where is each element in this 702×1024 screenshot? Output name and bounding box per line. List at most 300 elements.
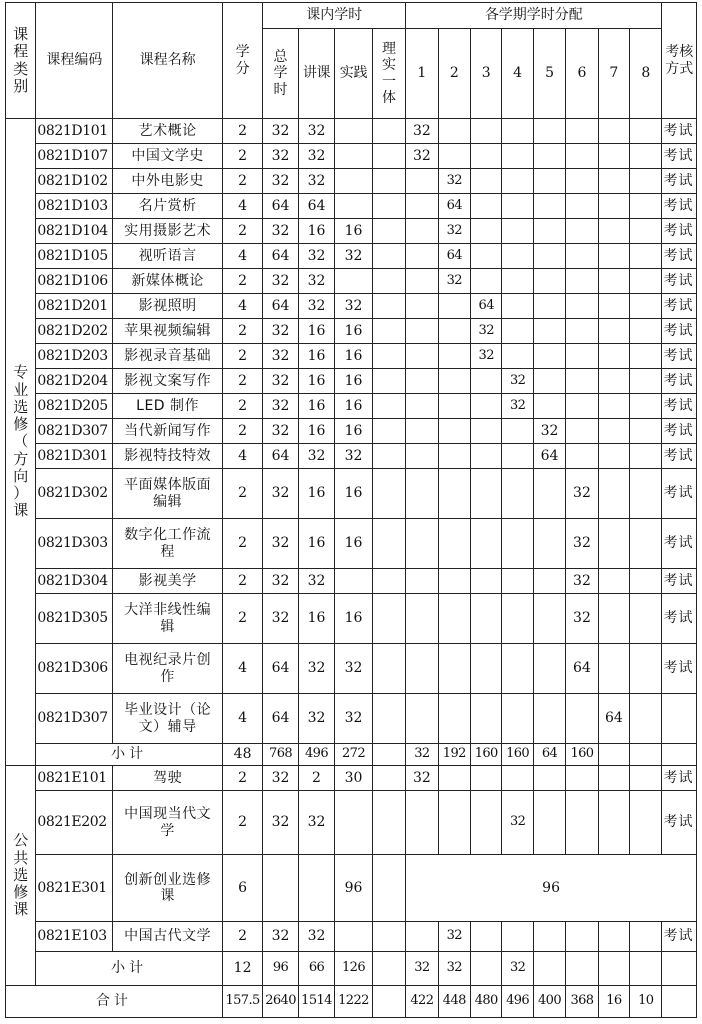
assessment-method: 考试 [662,244,697,269]
table-row [6,766,697,791]
semester-hours [630,394,662,419]
integrated-hours [372,294,405,319]
credit: 2 [222,344,263,369]
course-code: 0821D104 [36,219,113,244]
course-code: 0821D101 [36,119,113,144]
practice-hours: 1222 [335,986,372,1018]
total-hours: 32 [263,319,298,344]
lecture-hours: 32 [298,269,334,294]
integrated-hours [372,119,405,144]
semester-hours [566,319,598,344]
total-hours: 32 [263,119,298,144]
assessment-method: 考试 [662,419,697,444]
semester-hours: 32 [406,952,438,986]
credit: 2 [222,219,263,244]
practice-hours [335,269,372,294]
semester-hours: 32 [502,369,533,394]
lecture-hours: 66 [298,952,334,986]
semester-hours [533,169,565,194]
integrated-hours [372,694,405,744]
table-row [6,922,697,952]
lecture-hours: 32 [298,294,334,319]
assessment-method: 考试 [662,219,697,244]
lecture-hours: 16 [298,394,334,419]
subtotal-row-label: 小计 [36,744,222,766]
course-code: 0821D204 [36,369,113,394]
semester-hours [406,469,438,519]
semester-hours [533,294,565,319]
semester-hours [566,922,598,952]
grand-total-row [6,986,697,1018]
integrated-hours [372,394,405,419]
semester-hours [566,791,598,855]
table-row [6,644,697,694]
practice-hours: 16 [335,469,372,519]
course-name: 艺术概论 [113,119,222,144]
integrated-hours [372,369,405,394]
total-hours: 64 [263,244,298,269]
semester-hours [566,419,598,444]
practice-hours: 32 [335,644,372,694]
semester-hours-merged: 96 [406,855,697,922]
semester-hours [471,269,502,294]
credit: 2 [222,791,263,855]
total-hours: 32 [263,469,298,519]
course-name: 毕业设计（论文）辅导 [113,694,222,744]
practice-hours: 16 [335,594,372,644]
semester-hours [406,344,438,369]
total-hours: 768 [263,744,298,766]
assessment-method: 考试 [662,791,697,855]
semester-hours [630,319,662,344]
lecture-hours: 32 [298,644,334,694]
semester-hours [630,294,662,319]
course-code: 0821D105 [36,244,113,269]
semester-hours [533,952,565,986]
semester-hours [598,569,629,594]
semester-hours [598,344,629,369]
table-row [6,219,697,244]
course-name: 当代新闻写作 [113,419,222,444]
table-row [6,419,697,444]
semester-hours: 160 [566,744,598,766]
lecture-hours: 16 [298,469,334,519]
course-name: 名片赏析 [113,194,222,219]
practice-hours [335,791,372,855]
assessment-method: 考试 [662,519,697,569]
semester-hours [533,519,565,569]
semester-hours [598,469,629,519]
credit: 2 [222,519,263,569]
assessment-method [662,694,697,744]
semester-hours [406,294,438,319]
semester-hours [438,369,470,394]
assessment-method: 考试 [662,269,697,294]
practice-hours: 16 [335,419,372,444]
table-row [6,344,697,369]
integrated-hours [372,194,405,219]
lecture-hours: 16 [298,219,334,244]
semester-hours [438,469,470,519]
integrated-hours [372,569,405,594]
total-hours: 64 [263,694,298,744]
semester-hours [598,744,629,766]
semester-hours [502,419,533,444]
practice-hours [335,119,372,144]
semester-hours [598,144,629,169]
practice-hours: 32 [335,244,372,269]
semester-hours [406,694,438,744]
practice-hours: 16 [335,344,372,369]
semester-hours [566,169,598,194]
lecture-hours: 32 [298,169,334,194]
semester-hours [471,244,502,269]
total-hours: 64 [263,644,298,694]
semester-hours [406,519,438,569]
header-semester: 6 [566,29,598,119]
semester-hours [438,319,470,344]
assessment-method: 考试 [662,319,697,344]
semester-hours [471,169,502,194]
integrated-hours [372,269,405,294]
integrated-hours [372,791,405,855]
total-hours: 32 [263,594,298,644]
semester-hours [502,922,533,952]
header-semester: 7 [598,29,629,119]
practice-hours: 126 [335,952,372,986]
semester-hours [533,369,565,394]
semester-hours [471,394,502,419]
assessment-method: 考试 [662,644,697,694]
course-code: 0821D201 [36,294,113,319]
table-row [6,855,697,922]
integrated-hours [372,986,405,1018]
lecture-hours: 32 [298,922,334,952]
credit: 2 [222,144,263,169]
credit: 2 [222,766,263,791]
semester-hours [438,644,470,694]
semester-hours: 32 [566,594,598,644]
subtotal-row-label: 小计 [36,952,222,986]
semester-hours [406,169,438,194]
header-credit: 学 分 [222,3,263,119]
semester-hours: 160 [502,744,533,766]
semester-hours [471,594,502,644]
semester-hours [406,594,438,644]
total-hours: 32 [263,219,298,244]
semester-hours [533,644,565,694]
header-semester: 3 [471,29,502,119]
table-row [6,244,697,269]
semester-hours [438,119,470,144]
semester-hours [598,419,629,444]
semester-hours [533,791,565,855]
semester-hours [630,369,662,394]
semester-hours: 64 [438,244,470,269]
semester-hours [471,952,502,986]
curriculum-table [5,2,697,1018]
course-code: 0821D205 [36,394,113,419]
table-header [6,3,697,119]
semester-hours [438,294,470,319]
semester-hours: 32 [438,269,470,294]
semester-hours: 32 [502,394,533,419]
integrated-hours [372,469,405,519]
total-hours: 32 [263,269,298,294]
credit: 2 [222,569,263,594]
semester-hours [502,319,533,344]
semester-hours [502,444,533,469]
lecture-hours: 1514 [298,986,334,1018]
semester-hours [502,569,533,594]
assessment-method: 考试 [662,119,697,144]
course-code: 0821D102 [36,169,113,194]
total-hours: 32 [263,144,298,169]
semester-hours: 32 [438,952,470,986]
semester-hours: 368 [566,986,598,1018]
total-hours: 32 [263,922,298,952]
header-semester: 2 [438,29,470,119]
total-hours: 64 [263,294,298,319]
assessment-method: 考试 [662,569,697,594]
total-hours: 32 [263,344,298,369]
integrated-hours [372,169,405,194]
lecture-hours: 32 [298,119,334,144]
semester-hours [406,394,438,419]
header-integrated: 理 实 一 体 [372,29,405,119]
semester-hours [566,194,598,219]
integrated-hours [372,444,405,469]
semester-hours [502,644,533,694]
semester-hours [598,394,629,419]
credit: 4 [222,294,263,319]
credit: 6 [222,855,263,922]
semester-hours [598,244,629,269]
table-row [6,569,697,594]
total-hours: 32 [263,766,298,791]
total-hours: 32 [263,419,298,444]
semester-hours [630,766,662,791]
semester-hours [598,644,629,694]
practice-hours [335,194,372,219]
semester-hours [471,766,502,791]
semester-hours [630,569,662,594]
semester-hours [533,594,565,644]
semester-hours [598,791,629,855]
semester-hours [438,394,470,419]
assessment-method: 考试 [662,469,697,519]
practice-hours: 32 [335,444,372,469]
semester-hours [598,169,629,194]
semester-hours: 32 [471,344,502,369]
subtotal-row [6,744,697,766]
total-hours: 32 [263,394,298,419]
semester-hours [438,144,470,169]
semester-hours [630,419,662,444]
semester-hours: 64 [598,694,629,744]
semester-hours [566,694,598,744]
total-hours [263,855,298,922]
semester-hours [630,144,662,169]
semester-hours [630,344,662,369]
course-name: 中国古代文学 [113,922,222,952]
assessment-method: 考试 [662,144,697,169]
semester-hours [502,294,533,319]
credit: 4 [222,644,263,694]
semester-hours [598,922,629,952]
semester-hours [566,294,598,319]
table-row [6,169,697,194]
credit: 2 [222,394,263,419]
semester-hours [598,594,629,644]
course-code: 0821D106 [36,269,113,294]
course-name: 驾驶 [113,766,222,791]
lecture-hours [298,855,334,922]
semester-hours: 422 [406,986,438,1018]
course-code: 0821E101 [36,766,113,791]
practice-hours: 16 [335,369,372,394]
semester-hours [471,444,502,469]
course-code: 0821D202 [36,319,113,344]
semester-hours: 32 [502,952,533,986]
semester-hours [566,144,598,169]
integrated-hours [372,594,405,644]
credit: 48 [222,744,263,766]
total-hours: 2640 [263,986,298,1018]
semester-hours [598,519,629,569]
semester-hours [533,219,565,244]
semester-hours [630,444,662,469]
semester-hours [598,952,629,986]
credit: 2 [222,469,263,519]
integrated-hours [372,519,405,569]
semester-hours [406,219,438,244]
semester-hours [566,244,598,269]
semester-hours [438,519,470,569]
practice-hours [335,569,372,594]
lecture-hours: 496 [298,744,334,766]
semester-hours: 448 [438,986,470,1018]
semester-hours: 32 [406,744,438,766]
semester-hours [566,219,598,244]
semester-hours [502,519,533,569]
total-hours: 32 [263,169,298,194]
course-code: 0821D307 [36,694,113,744]
practice-hours [335,144,372,169]
lecture-hours: 16 [298,319,334,344]
header-assessment: 考核 方式 [662,3,697,119]
semester-hours [630,244,662,269]
total-hours: 64 [263,444,298,469]
semester-hours: 32 [438,169,470,194]
semester-hours [598,444,629,469]
course-name: LED 制作 [113,394,222,419]
semester-hours: 32 [438,922,470,952]
header-practice: 实践 [335,29,372,119]
course-name: 中外电影史 [113,169,222,194]
credit: 4 [222,244,263,269]
semester-hours [533,394,565,419]
semester-hours [630,269,662,294]
semester-hours [566,369,598,394]
course-name: 影视特技特效 [113,444,222,469]
integrated-hours [372,952,405,986]
semester-hours [438,766,470,791]
practice-hours: 32 [335,294,372,319]
category-major-elective: 专 业 选 修 （ 方 向 ） 课 [6,119,36,766]
table-row [6,319,697,344]
semester-hours [438,791,470,855]
integrated-hours [372,319,405,344]
lecture-hours: 32 [298,791,334,855]
semester-hours [471,569,502,594]
semester-hours [471,694,502,744]
course-name: 影视美学 [113,569,222,594]
integrated-hours [372,419,405,444]
semester-hours [598,119,629,144]
semester-hours [598,219,629,244]
credit: 2 [222,419,263,444]
semester-hours [471,922,502,952]
semester-hours [630,952,662,986]
practice-hours: 272 [335,744,372,766]
course-name: 影视文案写作 [113,369,222,394]
semester-hours [406,244,438,269]
credit: 2 [222,169,263,194]
semester-hours [471,119,502,144]
course-code: 0821D103 [36,194,113,219]
semester-hours [533,469,565,519]
semester-hours [630,194,662,219]
semester-hours [502,344,533,369]
assessment-method: 考试 [662,194,697,219]
semester-hours: 16 [598,986,629,1018]
semester-hours [533,344,565,369]
course-name: 数字化工作流程 [113,519,222,569]
credit: 2 [222,594,263,644]
semester-hours [566,444,598,469]
semester-hours [630,594,662,644]
semester-hours [566,119,598,144]
semester-hours: 32 [471,319,502,344]
header-semester: 8 [630,29,662,119]
semester-hours: 32 [566,469,598,519]
assessment-method: 考试 [662,766,697,791]
semester-hours: 32 [406,144,438,169]
lecture-hours: 64 [298,194,334,219]
integrated-hours [372,144,405,169]
semester-hours [533,694,565,744]
semester-hours [533,922,565,952]
semester-hours [438,444,470,469]
semester-hours: 192 [438,744,470,766]
semester-hours [406,419,438,444]
semester-hours [502,219,533,244]
header-total-hours: 总 学 时 [263,29,298,119]
semester-hours [406,369,438,394]
assessment-method [662,986,697,1018]
practice-hours [335,169,372,194]
semester-hours [630,744,662,766]
integrated-hours [372,219,405,244]
semester-hours: 64 [533,444,565,469]
table-row [6,791,697,855]
course-code: 0821D304 [36,569,113,594]
semester-hours [533,569,565,594]
semester-hours [598,294,629,319]
semester-hours [471,419,502,444]
category-public-elective: 公 共 选 修 课 [6,766,36,986]
